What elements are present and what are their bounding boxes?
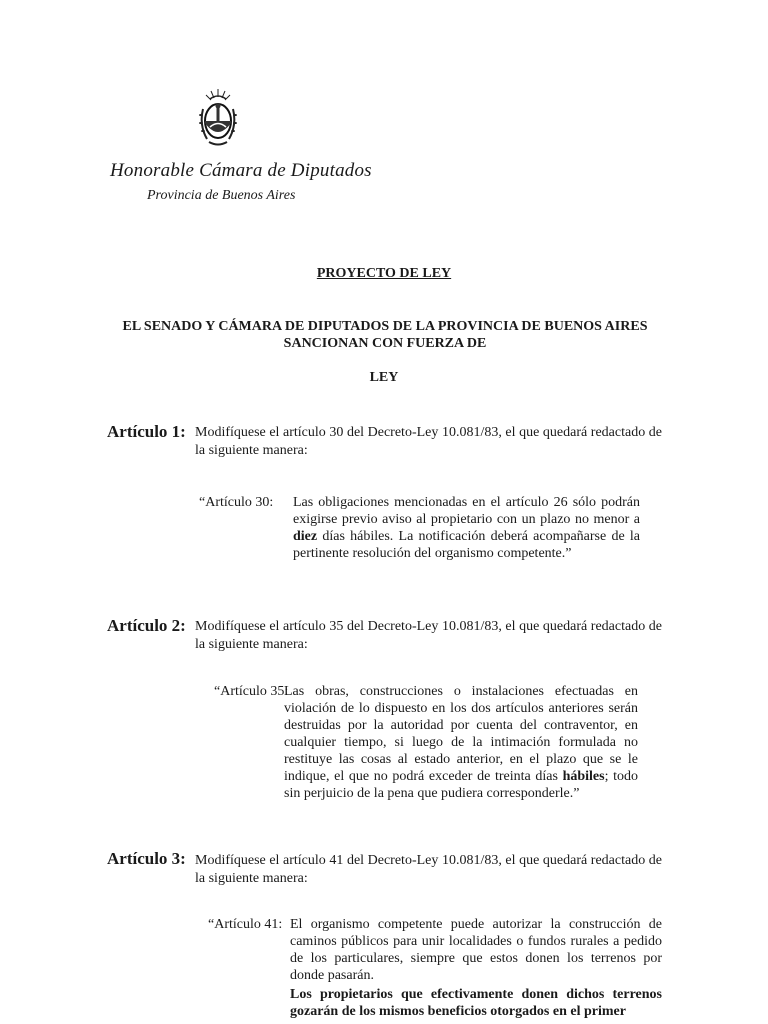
article-41-label: “Artículo 41: [208,917,283,932]
article-2-body: Modifíquese el artículo 35 del Decreto-Ley 10.081/83, el que quedará redactado de la siguiente manera: [195,619,662,652]
article-3-heading: Artículo 3: [107,849,186,868]
article-1-body: Modifíquese el artículo 30 del Decreto-Ley 10.081/83, el que quedará redactado de la siguiente manera: [195,425,662,458]
article-30-label: “Artículo 30: [199,495,274,510]
article-35-label: “Artículo 35: [214,684,289,699]
article-41-bold-paragraph: Los propietarios que efectivamente donen dichos terrenos gozarán de los mismos beneficios otorgados en el primer [290,987,662,1019]
article-30-text: Las obligaciones mencionadas en el artículo 26 sólo podrán exigirse previo aviso al propietario con un plazo no menor a diez días hábiles. La notificación deberá acompañarse de la pertinente resolución del organismo competente.” [293,495,640,561]
document-title: PROYECTO DE LEY [316,266,452,281]
ley-heading: LEY [369,370,399,385]
article-35-text: Las obras, construcciones o instalaciones efectuadas en violación de lo dispuesto en los dos artículos anteriores serán destruidas por la autoridad por cuenta del contraventor, en cualquier tiempo, si luego de la intimación formulada no restituye las cosas al estado anterior, en el plazo que se le indique, el que no podrá exceder de treinta días hábiles; todo sin perjuicio de la pena que pudiera corresponderle.” [284,684,639,801]
article-2-heading: Artículo 2: [107,616,186,635]
article-1-heading: Artículo 1: [107,422,186,441]
enacting-clause: EL SENADO Y CÁMARA DE DIPUTADOS DE LA PROVINCIA DE BUENOS AIRES SANCIONAN CON FUERZA DE [122,319,648,351]
article-41-text: El organismo competente puede autorizar la construcción de caminos públicos para unir localidades o fundos rurales a pedido de los particulares, siempre que estos donen los terrenos por donde pasarán. [290,917,662,983]
letterhead-chamber-name: Honorable Cámara de Diputados [110,160,372,181]
article-3-body: Modifíquese el artículo 41 del Decreto-Ley 10.081/83, el que quedará redactado de la siguiente manera: [195,853,662,886]
letterhead-province-name: Provincia de Buenos Aires [147,188,296,203]
coat-of-arms-logo [197,87,239,149]
